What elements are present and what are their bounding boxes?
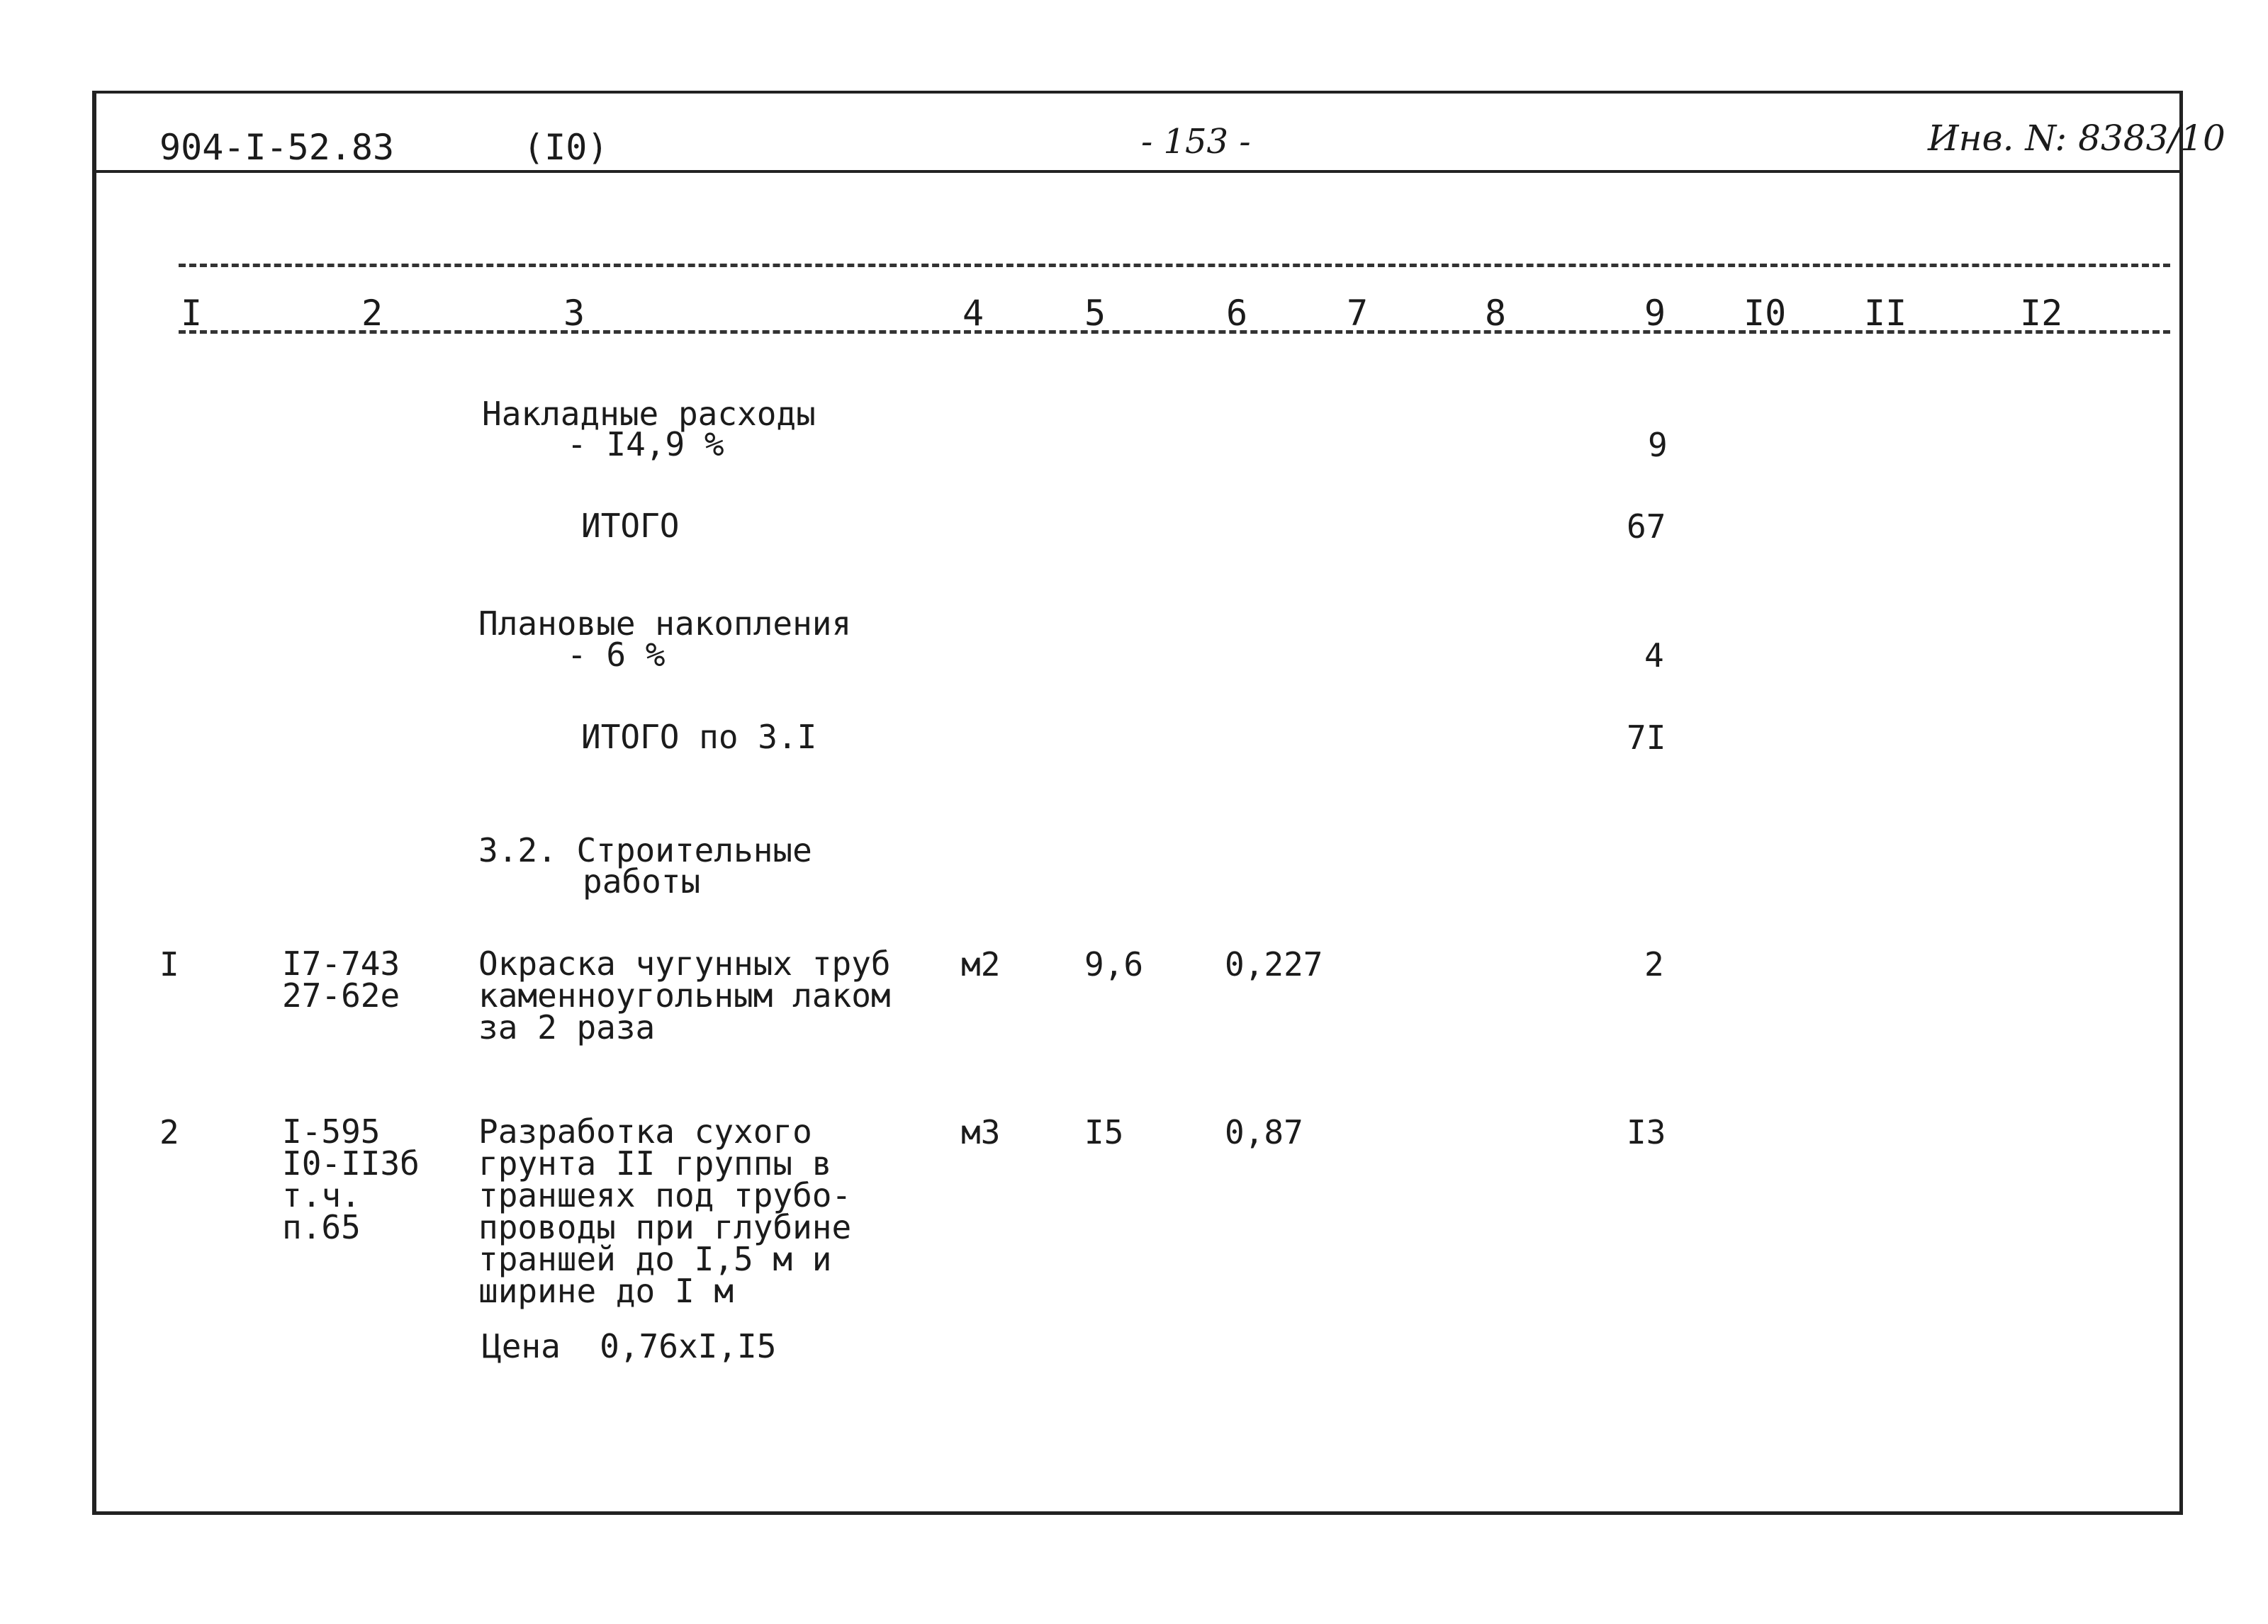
column-header-top-rule (179, 264, 2170, 267)
column-number-1: I (181, 293, 203, 334)
total-label: ИТОГО (581, 507, 680, 545)
column-number-5: 5 (1084, 293, 1106, 334)
row-2-total: I3 (1627, 1113, 1666, 1151)
planned-savings-label: Плановые накопления (478, 604, 852, 643)
overhead-rate: - I4,9 % (567, 425, 724, 463)
row-2-description: Разработка сухого грунта II группы в траншеях под трубо- проводы при глубине траншей до I,5 м и ширине до I м (478, 1112, 852, 1310)
row-1-description: Окраска чугунных труб каменноугольным лаком за 2 раза (478, 944, 891, 1047)
section-total-label: ИТОГО по 3.I (581, 718, 817, 756)
row-1-unit-price: 0,227 (1225, 945, 1323, 983)
column-number-8: 8 (1485, 293, 1507, 334)
header-rule (92, 170, 2183, 173)
row-1-unit: м2 (961, 945, 1001, 983)
column-number-9: 9 (1644, 293, 1666, 334)
planned-savings-value: 4 (1644, 636, 1664, 675)
column-number-4: 4 (962, 293, 984, 334)
row-2-number: 2 (159, 1113, 179, 1151)
total-value: 67 (1627, 507, 1666, 546)
column-number-10: I0 (1744, 293, 1787, 334)
column-number-2: 2 (361, 293, 383, 334)
row-2-quantity: I5 (1084, 1113, 1124, 1151)
section-title-continued: работы (583, 862, 701, 901)
row-2-unit: м3 (961, 1113, 1001, 1151)
row-2-code: I-595 I0-II3б т.ч. п.65 (282, 1112, 420, 1246)
overhead-value: 9 (1648, 426, 1668, 464)
row-2-price-note: Цена 0,76хI,I5 (482, 1327, 777, 1365)
column-number-11: II (1864, 293, 1907, 334)
column-number-7: 7 (1347, 293, 1369, 334)
planned-savings-rate: - 6 % (567, 636, 666, 674)
column-number-6: 6 (1226, 293, 1248, 334)
section-number: (I0) (523, 127, 609, 168)
row-1-number: I (159, 945, 179, 983)
section-total-value: 7I (1627, 718, 1666, 757)
inventory-number: Инв. N: 8383/10 (1928, 118, 2225, 159)
row-2-unit-price: 0,87 (1225, 1113, 1303, 1151)
overhead-label: Накладные расходы (482, 395, 816, 433)
row-1-quantity: 9,6 (1084, 945, 1144, 983)
doc-code: 904-I-52.83 (159, 127, 395, 168)
row-1-code: I7-743 27-62е (282, 944, 400, 1015)
page-number: - 153 - (1141, 122, 1251, 162)
row-1-total: 2 (1644, 945, 1664, 983)
column-number-12: I2 (2020, 293, 2063, 334)
column-number-3: 3 (563, 293, 585, 334)
section-title: 3.2. Строительные (478, 831, 812, 869)
